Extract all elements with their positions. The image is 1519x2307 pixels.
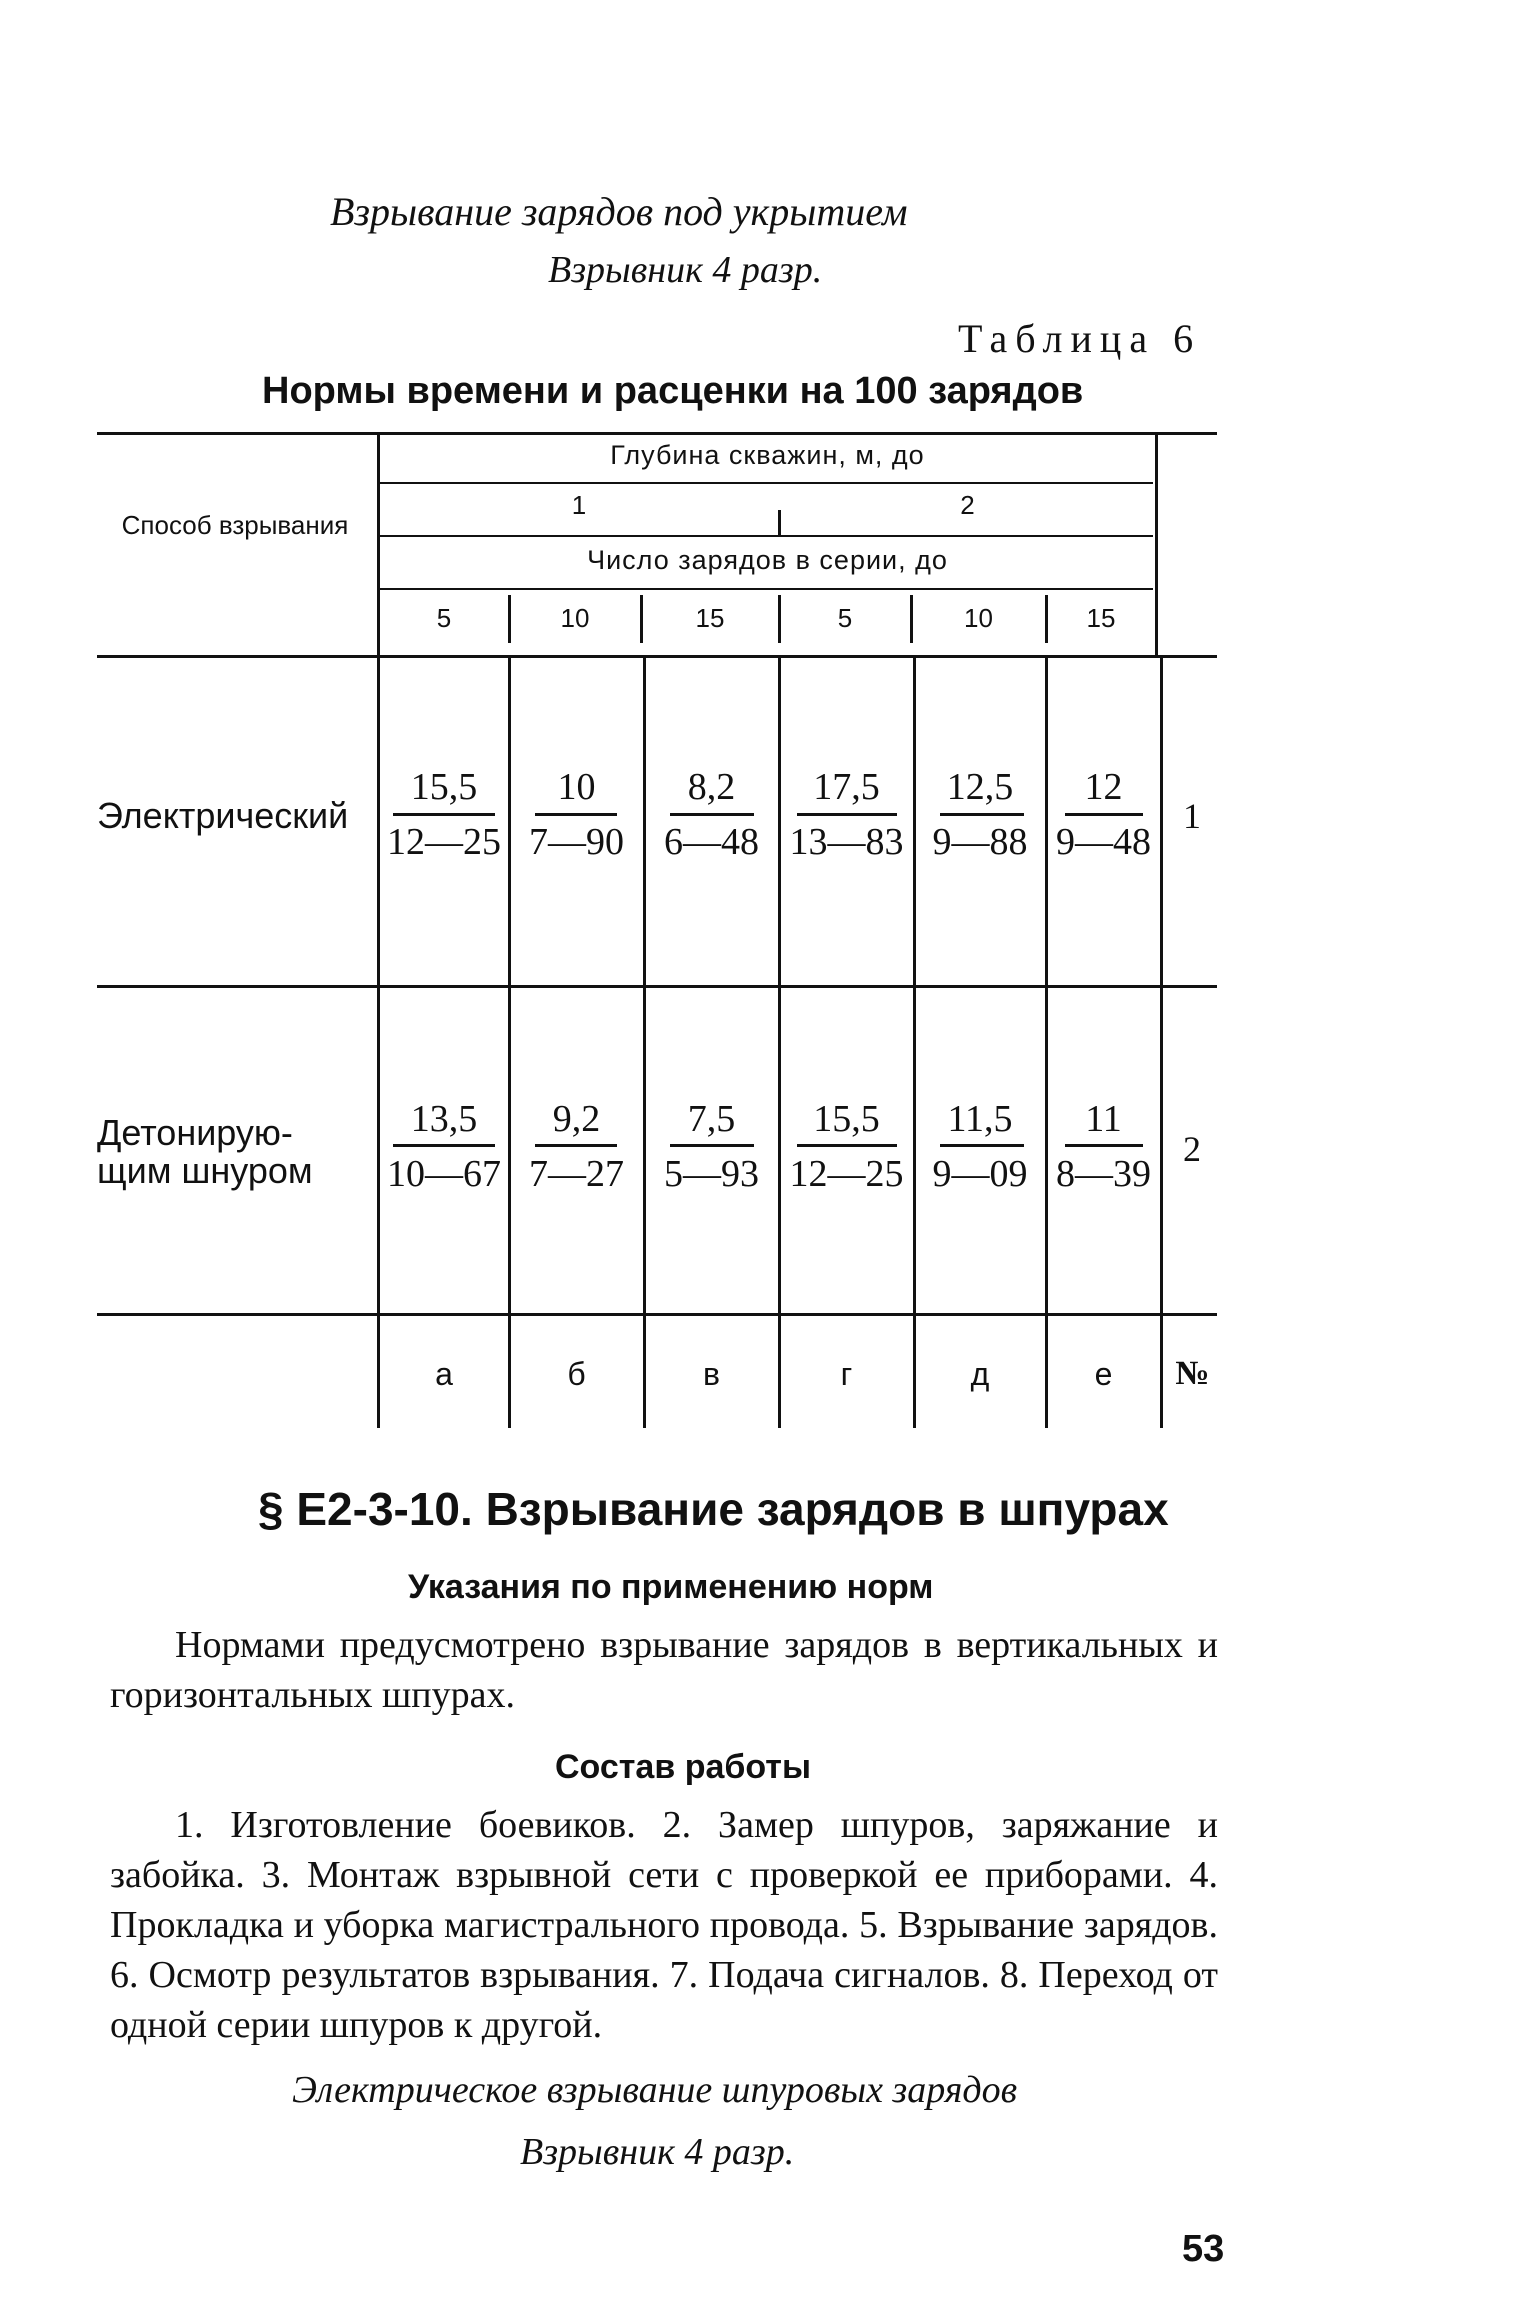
charges-value: 5 xyxy=(436,603,452,633)
depth-value-2: 2 xyxy=(960,490,975,520)
time-norm: 12,5 xyxy=(946,766,1014,808)
charges-value: 15 xyxy=(695,603,725,633)
column-letter: в xyxy=(703,1356,720,1392)
depth-header: Глубина скважин, м, до xyxy=(610,440,925,470)
rate-value: 5—93 xyxy=(664,1153,759,1195)
rate-value: 10—67 xyxy=(387,1153,501,1195)
time-norm: 12 xyxy=(1084,766,1123,808)
column-letter: е xyxy=(1094,1356,1113,1392)
row-label-detonating-line1: Детонирую- xyxy=(97,1112,293,1153)
time-norm: 11 xyxy=(1085,1098,1122,1140)
row-label-detonating-line2: щим шнуром xyxy=(97,1150,313,1191)
column-letter: г xyxy=(840,1356,853,1392)
column-letter: б xyxy=(567,1356,586,1392)
time-norm: 9,2 xyxy=(552,1098,601,1140)
column-letter: д xyxy=(970,1356,990,1392)
instructions-title: Указания по применению норм xyxy=(408,1568,934,1606)
depth-value-1: 1 xyxy=(571,490,587,520)
charges-value: 10 xyxy=(560,603,590,633)
instructions-text: Нормами предусмотрено взрывание зарядов в вертикальных и горизонтальных шпурах. xyxy=(110,1624,1218,1716)
charges-value: 15 xyxy=(1086,603,1116,633)
table-title: Нормы времени и расценки на 100 зарядов xyxy=(262,370,1084,412)
time-norm: 17,5 xyxy=(813,766,880,808)
method-column-header: Способ взрывания xyxy=(121,510,349,540)
work-title: Состав работы xyxy=(555,1748,811,1786)
rate-value: 9—09 xyxy=(932,1153,1028,1195)
section-title: § Е2-3-10. Взрывание зарядов в шпурах xyxy=(258,1483,1169,1535)
rate-value: 9—88 xyxy=(932,821,1028,863)
rate-value: 12—25 xyxy=(789,1153,904,1195)
work-text: 1. Изготовление боевиков. 2. Замер шпуров, заряжание и забойка. 3. Монтаж взрывной сети с проверкой ее приборами. 4. Прокладка и уборка магистрального провода. 5. Взрывание зарядов. 6. Осмотр результатов взрывания. 7. Подача сигналов. 8. Переход от одной серии шпуров к другой. xyxy=(110,1804,1218,2046)
footer-subheading: Электрическое взрывание шпуровых зарядов xyxy=(292,2069,1018,2111)
time-norm: 13,5 xyxy=(410,1098,478,1140)
rate-value: 6—48 xyxy=(664,821,759,863)
footer-rank: Взрывник 4 разр. xyxy=(520,2131,795,2173)
charges-header: Число зарядов в серии, до xyxy=(587,545,948,575)
rate-value: 9—48 xyxy=(1056,821,1151,863)
time-norm: 15,5 xyxy=(410,766,478,808)
time-norm: 15,5 xyxy=(813,1098,880,1140)
time-norm: 8,2 xyxy=(687,766,736,808)
time-norm: 11,5 xyxy=(947,1098,1013,1140)
table-label: Таблица 6 xyxy=(958,316,1202,361)
number-symbol: № xyxy=(1175,1355,1210,1392)
charges-value: 10 xyxy=(964,603,993,633)
subheading-rank: Взрывник 4 разр. xyxy=(548,249,823,291)
column-letter: а xyxy=(435,1356,453,1392)
rate-value: 7—27 xyxy=(529,1153,624,1195)
subheading-under-cover: Взрывание зарядов под укрытием xyxy=(330,189,908,234)
time-norm: 10 xyxy=(557,766,596,808)
rate-value: 12—25 xyxy=(387,821,501,863)
rate-value: 13—83 xyxy=(789,821,904,863)
row-label-electric: Электрический xyxy=(97,795,349,836)
row-number: 1 xyxy=(1183,796,1201,836)
rate-value: 8—39 xyxy=(1056,1153,1151,1195)
time-norm: 7,5 xyxy=(687,1098,736,1140)
rate-value: 7—90 xyxy=(529,821,624,863)
page-number: 53 xyxy=(1182,2228,1225,2270)
row-number: 2 xyxy=(1183,1129,1201,1169)
charges-value: 5 xyxy=(837,603,853,633)
